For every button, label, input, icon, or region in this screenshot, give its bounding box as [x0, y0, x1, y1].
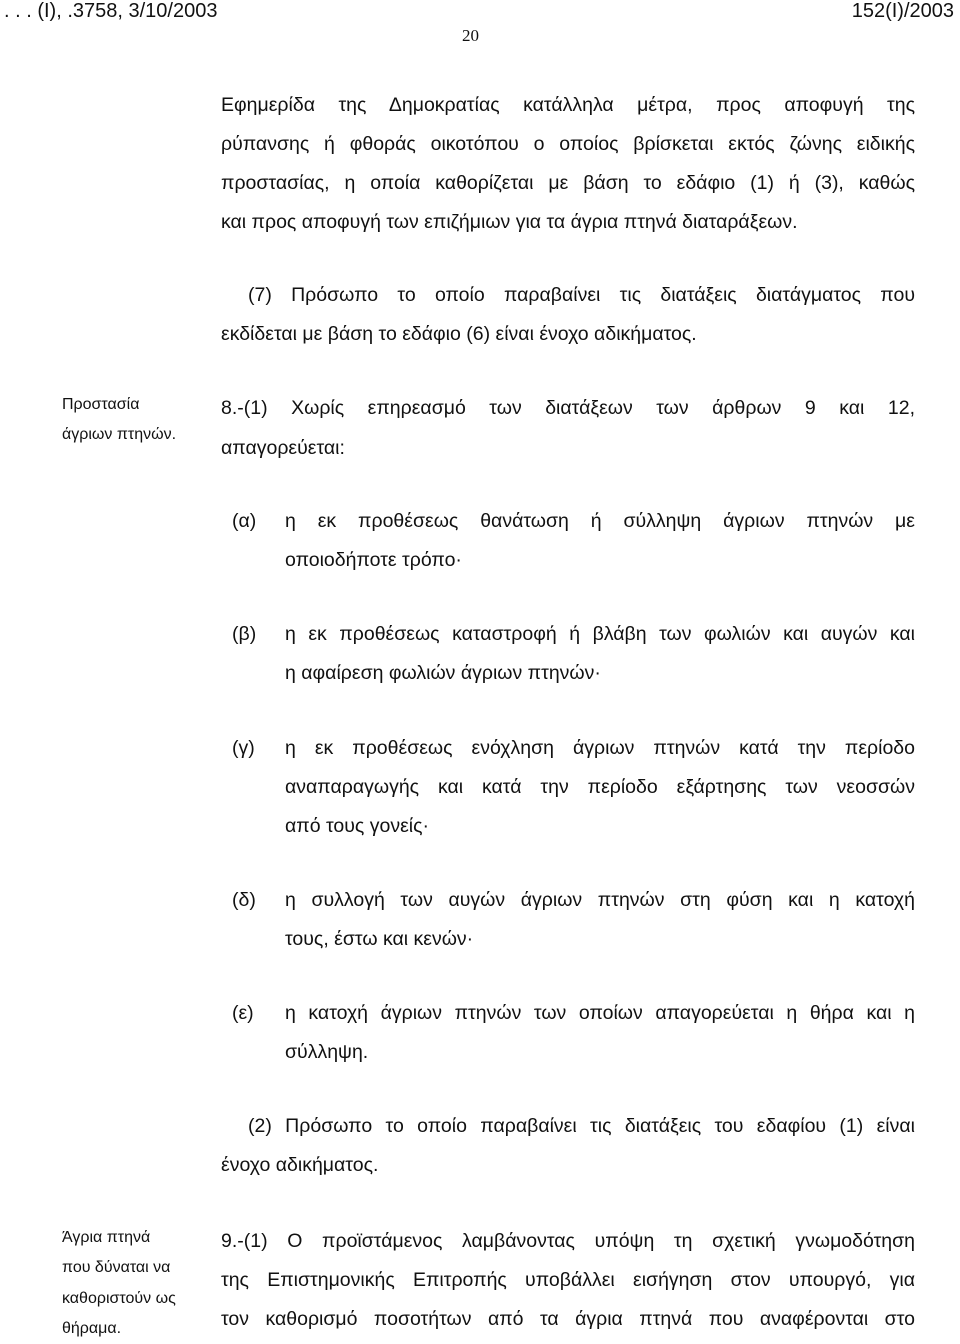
text-line: 8.-(1) Χωρίς επηρεασμό των διατάξεων των άρθρων 9 και 12, [221, 397, 915, 419]
text-line: η εκ προθέσεως θανάτωση ή σύλληψη άγριων πτηνών με [285, 510, 915, 532]
margin-note-line: καθοριστούν ως [62, 1290, 176, 1307]
text-line: εκδίδεται με βάση το εδάφιο (6) είναι ένοχο αδικήματος. [221, 323, 697, 345]
item-label: (α) [232, 510, 257, 532]
text-line: 9.-(1) Ο προϊστάμενος λαμβάνοντας υπόψη τη σχετική γνωμοδότηση [221, 1230, 915, 1252]
text-line: τον καθορισμό ποσοτήτων από τα άγρια πτηνά που αναφέρονται στο [221, 1308, 915, 1330]
item-label: (δ) [232, 889, 256, 911]
text-line: (2) Πρόσωπο το οποίο παραβαίνει τις διατάξεις του εδαφίου (1) είναι [248, 1115, 915, 1137]
header-right: 152(I)/2003 [851, 0, 954, 22]
margin-note-line: Άγρια πτηνά [62, 1229, 151, 1246]
text-line: απαγορεύεται: [221, 437, 345, 459]
text-line: η εκ προθέσεως ενόχληση άγριων πτηνών κατά την περίοδο [285, 737, 915, 759]
text-line: (7) Πρόσωπο το οποίο παραβαίνει τις διατάξεις διατάγματος που [248, 284, 915, 306]
margin-note-line: Προστασία [62, 396, 140, 413]
item-label: (β) [232, 623, 257, 645]
margin-note-line: θήραμα. [62, 1320, 122, 1337]
item-label: (ε) [232, 1002, 254, 1024]
text-line: η εκ προθέσεως καταστροφή ή βλάβη των φωλιών και αυγών και [285, 623, 915, 645]
text-line: της Επιστημονικής Επιτροπής υποβάλλει εισήγηση στον υπουργό, για [221, 1269, 915, 1291]
text-line: προστασίας, η οποία καθορίζεται με βάση το εδάφιο (1) ή (3), καθώς [221, 172, 915, 194]
text-line: ένοχο αδικήματος. [221, 1154, 379, 1176]
text-line: και προς αποφυγή των επιζήμιων για τα άγρια πτηνά διαταράξεων. [221, 211, 798, 233]
text-line: οποιοδήποτε τρόπο· [285, 549, 462, 571]
text-line: η αφαίρεση φωλιών άγριων πτηνών· [285, 662, 601, 684]
item-label: (γ) [232, 737, 255, 759]
margin-note-line: που δύναται να [62, 1259, 171, 1276]
text-line: Εφημερίδα της Δημοκρατίας κατάλληλα μέτρα, προς αποφυγή της [221, 94, 915, 116]
header-left: . . . (Ι), .3758, 3/10/2003 [4, 0, 218, 22]
text-line: σύλληψη. [285, 1041, 369, 1063]
text-line: η κατοχή άγριων πτηνών των οποίων απαγορεύεται η θήρα και η [285, 1002, 915, 1024]
margin-note-line: άγριων πτηνών. [62, 426, 177, 443]
text-line: αναπαραγωγής και κατά την περίοδο εξάρτησης των νεοσσών [285, 776, 915, 798]
text-line: ρύπανσης ή φθοράς οικοτόπου ο οποίος βρίσκεται εκτός ζώνης ειδικής [221, 133, 915, 155]
page-number: 20 [462, 26, 479, 45]
text-line: από τους γονείς· [285, 815, 430, 837]
text-line: η συλλογή των αυγών άγριων πτηνών στη φύση και η κατοχή [285, 889, 915, 911]
text-line: τους, έστω και κενών· [285, 928, 474, 950]
